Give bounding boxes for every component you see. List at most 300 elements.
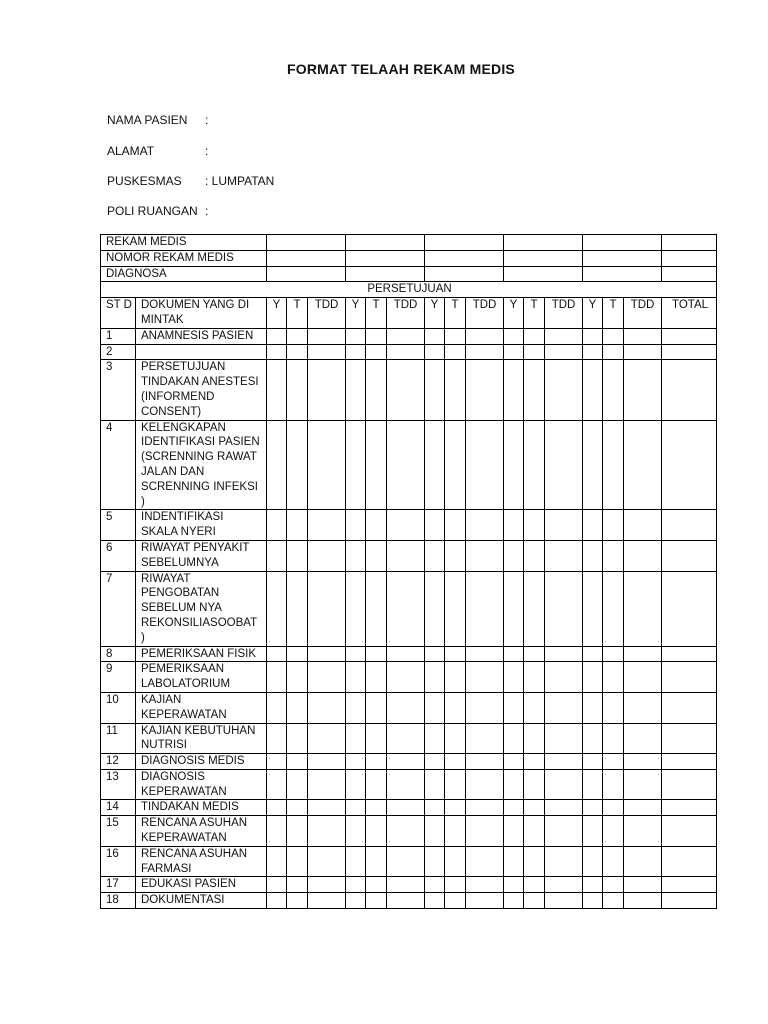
check-cell[interactable] [583,662,603,693]
check-cell[interactable] [267,540,287,571]
check-cell[interactable] [466,420,504,510]
check-cell[interactable] [545,800,583,816]
check-cell[interactable] [267,646,287,662]
check-cell[interactable] [545,723,583,754]
check-cell[interactable] [366,540,387,571]
check-cell[interactable] [504,328,524,344]
check-cell[interactable] [545,571,583,646]
check-cell[interactable] [466,646,504,662]
check-cell[interactable] [308,769,346,800]
check-cell[interactable] [504,893,524,909]
check-cell[interactable] [524,754,545,770]
check-cell[interactable] [466,754,504,770]
check-cell[interactable] [366,846,387,877]
check-cell[interactable] [545,769,583,800]
check-cell[interactable] [387,328,425,344]
check-cell[interactable] [504,754,524,770]
check-cell[interactable] [466,662,504,693]
check-cell[interactable] [445,800,466,816]
check-cell[interactable] [387,646,425,662]
check-cell[interactable] [524,328,545,344]
check-cell[interactable] [624,893,662,909]
check-cell[interactable] [504,360,524,420]
check-cell[interactable] [524,571,545,646]
check-cell[interactable] [425,846,445,877]
check-cell[interactable] [583,877,603,893]
check-cell[interactable] [466,800,504,816]
check-cell[interactable] [425,571,445,646]
check-cell[interactable] [346,877,366,893]
check-cell[interactable] [425,816,445,847]
check-cell[interactable] [466,877,504,893]
check-cell[interactable] [308,877,346,893]
check-cell[interactable] [287,877,308,893]
check-cell[interactable] [267,723,287,754]
check-cell[interactable] [583,420,603,510]
check-cell[interactable] [445,646,466,662]
check-cell[interactable] [346,571,366,646]
check-cell[interactable] [425,328,445,344]
check-cell[interactable] [267,662,287,693]
check-cell[interactable] [603,723,624,754]
check-cell[interactable] [504,540,524,571]
check-cell[interactable] [267,420,287,510]
check-cell[interactable] [603,420,624,510]
check-cell[interactable] [466,344,504,360]
check-cell[interactable] [366,754,387,770]
check-cell[interactable] [445,540,466,571]
check-cell[interactable] [583,754,603,770]
check-cell[interactable] [366,571,387,646]
check-cell[interactable] [267,754,287,770]
check-cell[interactable] [624,646,662,662]
check-cell[interactable] [445,877,466,893]
check-cell[interactable] [583,360,603,420]
check-cell[interactable] [267,344,287,360]
check-cell[interactable] [308,692,346,723]
check-cell[interactable] [466,510,504,541]
check-cell[interactable] [504,723,524,754]
check-cell[interactable] [603,540,624,571]
check-cell[interactable] [603,662,624,693]
check-cell[interactable] [545,344,583,360]
check-cell[interactable] [504,344,524,360]
check-cell[interactable] [425,540,445,571]
check-cell[interactable] [445,360,466,420]
check-cell[interactable] [445,420,466,510]
check-cell[interactable] [308,893,346,909]
check-cell[interactable] [545,646,583,662]
check-cell[interactable] [662,692,717,723]
check-cell[interactable] [504,877,524,893]
check-cell[interactable] [524,816,545,847]
check-cell[interactable] [624,420,662,510]
check-cell[interactable] [524,646,545,662]
check-cell[interactable] [624,800,662,816]
check-cell[interactable] [267,571,287,646]
check-cell[interactable] [624,754,662,770]
check-cell[interactable] [504,846,524,877]
check-cell[interactable] [662,540,717,571]
check-cell[interactable] [425,769,445,800]
check-cell[interactable] [346,723,366,754]
check-cell[interactable] [387,893,425,909]
check-cell[interactable] [346,344,366,360]
check-cell[interactable] [366,646,387,662]
check-cell[interactable] [308,571,346,646]
check-cell[interactable] [366,877,387,893]
check-cell[interactable] [545,662,583,693]
check-cell[interactable] [583,893,603,909]
check-cell[interactable] [662,646,717,662]
check-cell[interactable] [387,360,425,420]
check-cell[interactable] [662,846,717,877]
check-cell[interactable] [308,328,346,344]
check-cell[interactable] [445,769,466,800]
check-cell[interactable] [267,510,287,541]
check-cell[interactable] [267,893,287,909]
check-cell[interactable] [425,510,445,541]
check-cell[interactable] [346,769,366,800]
check-cell[interactable] [425,360,445,420]
check-cell[interactable] [445,662,466,693]
check-cell[interactable] [425,662,445,693]
check-cell[interactable] [662,800,717,816]
check-cell[interactable] [545,420,583,510]
check-cell[interactable] [366,510,387,541]
top-row-cell[interactable] [346,235,425,251]
check-cell[interactable] [624,571,662,646]
check-cell[interactable] [425,723,445,754]
check-cell[interactable] [583,723,603,754]
check-cell[interactable] [445,816,466,847]
check-cell[interactable] [466,723,504,754]
check-cell[interactable] [267,800,287,816]
check-cell[interactable] [662,510,717,541]
check-cell[interactable] [545,816,583,847]
check-cell[interactable] [346,510,366,541]
check-cell[interactable] [545,328,583,344]
check-cell[interactable] [366,816,387,847]
check-cell[interactable] [445,846,466,877]
check-cell[interactable] [346,360,366,420]
check-cell[interactable] [366,723,387,754]
check-cell[interactable] [308,646,346,662]
check-cell[interactable] [545,510,583,541]
check-cell[interactable] [504,646,524,662]
check-cell[interactable] [308,816,346,847]
check-cell[interactable] [445,893,466,909]
check-cell[interactable] [524,800,545,816]
check-cell[interactable] [524,344,545,360]
check-cell[interactable] [425,646,445,662]
check-cell[interactable] [504,420,524,510]
check-cell[interactable] [662,877,717,893]
check-cell[interactable] [445,692,466,723]
check-cell[interactable] [545,692,583,723]
check-cell[interactable] [387,723,425,754]
check-cell[interactable] [524,420,545,510]
check-cell[interactable] [603,846,624,877]
check-cell[interactable] [387,846,425,877]
check-cell[interactable] [583,800,603,816]
check-cell[interactable] [603,877,624,893]
check-cell[interactable] [287,816,308,847]
check-cell[interactable] [346,754,366,770]
check-cell[interactable] [287,723,308,754]
check-cell[interactable] [267,846,287,877]
check-cell[interactable] [366,893,387,909]
check-cell[interactable] [583,646,603,662]
check-cell[interactable] [583,692,603,723]
check-cell[interactable] [583,769,603,800]
check-cell[interactable] [603,646,624,662]
check-cell[interactable] [603,328,624,344]
check-cell[interactable] [346,420,366,510]
top-row-cell[interactable] [583,235,662,251]
check-cell[interactable] [387,571,425,646]
check-cell[interactable] [267,769,287,800]
check-cell[interactable] [425,877,445,893]
check-cell[interactable] [346,816,366,847]
check-cell[interactable] [504,692,524,723]
check-cell[interactable] [662,723,717,754]
check-cell[interactable] [624,846,662,877]
check-cell[interactable] [366,662,387,693]
check-cell[interactable] [387,877,425,893]
check-cell[interactable] [603,360,624,420]
check-cell[interactable] [662,344,717,360]
check-cell[interactable] [504,662,524,693]
check-cell[interactable] [387,540,425,571]
check-cell[interactable] [366,420,387,510]
check-cell[interactable] [524,360,545,420]
check-cell[interactable] [524,846,545,877]
check-cell[interactable] [387,344,425,360]
check-cell[interactable] [366,692,387,723]
check-cell[interactable] [308,723,346,754]
check-cell[interactable] [603,800,624,816]
check-cell[interactable] [308,846,346,877]
check-cell[interactable] [466,360,504,420]
check-cell[interactable] [504,571,524,646]
check-cell[interactable] [425,754,445,770]
check-cell[interactable] [524,769,545,800]
check-cell[interactable] [603,510,624,541]
check-cell[interactable] [524,723,545,754]
check-cell[interactable] [287,692,308,723]
check-cell[interactable] [287,510,308,541]
check-cell[interactable] [267,816,287,847]
check-cell[interactable] [624,540,662,571]
check-cell[interactable] [287,846,308,877]
check-cell[interactable] [287,360,308,420]
check-cell[interactable] [425,420,445,510]
check-cell[interactable] [662,754,717,770]
check-cell[interactable] [662,816,717,847]
check-cell[interactable] [583,344,603,360]
check-cell[interactable] [445,344,466,360]
check-cell[interactable] [445,571,466,646]
top-row-cell[interactable] [267,266,346,282]
top-row-cell[interactable] [583,250,662,266]
check-cell[interactable] [662,328,717,344]
check-cell[interactable] [366,769,387,800]
check-cell[interactable] [308,540,346,571]
check-cell[interactable] [425,344,445,360]
check-cell[interactable] [504,816,524,847]
check-cell[interactable] [267,328,287,344]
check-cell[interactable] [545,754,583,770]
check-cell[interactable] [308,662,346,693]
check-cell[interactable] [662,662,717,693]
check-cell[interactable] [603,893,624,909]
check-cell[interactable] [387,754,425,770]
check-cell[interactable] [504,800,524,816]
check-cell[interactable] [445,754,466,770]
check-cell[interactable] [287,769,308,800]
check-cell[interactable] [366,800,387,816]
check-cell[interactable] [624,328,662,344]
check-cell[interactable] [624,344,662,360]
top-row-cell[interactable] [504,235,583,251]
check-cell[interactable] [287,344,308,360]
check-cell[interactable] [387,510,425,541]
check-cell[interactable] [524,510,545,541]
check-cell[interactable] [445,328,466,344]
check-cell[interactable] [466,846,504,877]
check-cell[interactable] [287,893,308,909]
check-cell[interactable] [524,877,545,893]
check-cell[interactable] [466,328,504,344]
check-cell[interactable] [583,571,603,646]
top-row-cell[interactable] [662,250,717,266]
check-cell[interactable] [346,662,366,693]
check-cell[interactable] [387,692,425,723]
check-cell[interactable] [287,420,308,510]
check-cell[interactable] [308,420,346,510]
check-cell[interactable] [387,769,425,800]
check-cell[interactable] [346,800,366,816]
check-cell[interactable] [624,692,662,723]
check-cell[interactable] [504,510,524,541]
check-cell[interactable] [624,360,662,420]
check-cell[interactable] [545,360,583,420]
check-cell[interactable] [603,769,624,800]
top-row-cell[interactable] [267,250,346,266]
check-cell[interactable] [267,692,287,723]
check-cell[interactable] [603,816,624,847]
check-cell[interactable] [346,540,366,571]
check-cell[interactable] [445,723,466,754]
check-cell[interactable] [308,510,346,541]
check-cell[interactable] [287,662,308,693]
check-cell[interactable] [466,540,504,571]
top-row-cell[interactable] [346,266,425,282]
check-cell[interactable] [267,360,287,420]
check-cell[interactable] [308,800,346,816]
top-row-cell[interactable] [583,266,662,282]
check-cell[interactable] [603,754,624,770]
top-row-cell[interactable] [267,235,346,251]
check-cell[interactable] [583,846,603,877]
check-cell[interactable] [624,510,662,541]
check-cell[interactable] [662,769,717,800]
check-cell[interactable] [524,662,545,693]
check-cell[interactable] [624,723,662,754]
check-cell[interactable] [524,692,545,723]
check-cell[interactable] [466,893,504,909]
check-cell[interactable] [287,328,308,344]
check-cell[interactable] [504,769,524,800]
check-cell[interactable] [662,360,717,420]
check-cell[interactable] [387,816,425,847]
check-cell[interactable] [287,646,308,662]
check-cell[interactable] [308,344,346,360]
check-cell[interactable] [287,800,308,816]
check-cell[interactable] [387,800,425,816]
check-cell[interactable] [425,893,445,909]
check-cell[interactable] [346,692,366,723]
check-cell[interactable] [545,877,583,893]
check-cell[interactable] [583,510,603,541]
check-cell[interactable] [583,816,603,847]
check-cell[interactable] [346,893,366,909]
top-row-cell[interactable] [425,266,504,282]
check-cell[interactable] [545,540,583,571]
check-cell[interactable] [387,662,425,693]
top-row-cell[interactable] [504,250,583,266]
check-cell[interactable] [366,328,387,344]
top-row-cell[interactable] [504,266,583,282]
check-cell[interactable] [466,769,504,800]
check-cell[interactable] [346,846,366,877]
check-cell[interactable] [624,877,662,893]
top-row-cell[interactable] [425,250,504,266]
check-cell[interactable] [545,846,583,877]
check-cell[interactable] [662,571,717,646]
check-cell[interactable] [287,540,308,571]
check-cell[interactable] [603,571,624,646]
check-cell[interactable] [267,877,287,893]
check-cell[interactable] [545,893,583,909]
check-cell[interactable] [662,420,717,510]
top-row-cell[interactable] [425,235,504,251]
check-cell[interactable] [308,360,346,420]
top-row-cell[interactable] [662,235,717,251]
check-cell[interactable] [624,769,662,800]
check-cell[interactable] [583,328,603,344]
check-cell[interactable] [524,540,545,571]
check-cell[interactable] [603,344,624,360]
check-cell[interactable] [603,692,624,723]
check-cell[interactable] [466,816,504,847]
check-cell[interactable] [387,420,425,510]
check-cell[interactable] [524,893,545,909]
check-cell[interactable] [366,344,387,360]
check-cell[interactable] [308,754,346,770]
check-cell[interactable] [366,360,387,420]
check-cell[interactable] [624,816,662,847]
check-cell[interactable] [583,540,603,571]
check-cell[interactable] [346,646,366,662]
check-cell[interactable] [466,692,504,723]
check-cell[interactable] [287,754,308,770]
top-row-cell[interactable] [662,266,717,282]
check-cell[interactable] [425,800,445,816]
check-cell[interactable] [425,692,445,723]
top-row-cell[interactable] [346,250,425,266]
